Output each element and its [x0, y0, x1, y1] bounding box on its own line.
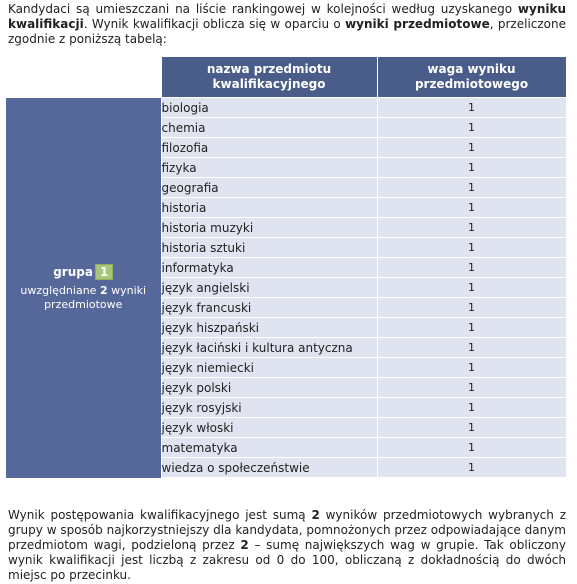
group-cell: [6, 98, 161, 478]
group-desc-2: wyniki przedmiotowe: [44, 283, 147, 311]
group-title: [6, 264, 161, 280]
subject-cell: biologia: [161, 98, 377, 118]
weight-cell: 1: [377, 98, 566, 118]
weight-cell: 1: [377, 298, 566, 318]
intro-text-3: , przeliczone zgodnie z poniższą tabelą:: [8, 17, 567, 46]
weight-cell: 1: [377, 358, 566, 378]
outro-text-2: wyników przedmiotowych wybranych z grupy w sposób najkorzystniejszy dla kandydata, pomnożonych przez odpowiadające danym przedmiotom wagi, podzieloną przez: [8, 508, 566, 552]
subject-cell: matematyka: [161, 438, 377, 458]
group-desc-bold: 2: [99, 283, 108, 297]
subject-cell: historia muzyki: [161, 218, 377, 238]
subject-cell: informatyka: [161, 258, 377, 278]
group-desc-1: uwzględniane: [20, 283, 100, 297]
intro-text-1: Kandydaci są umieszczani na liście rankingowej w kolejności według uzyskanego: [8, 2, 518, 16]
subject-cell: język francuski: [161, 298, 377, 318]
group-label: grupa: [53, 264, 93, 279]
weight-cell: 1: [377, 238, 566, 258]
header-blank-cell: [6, 57, 161, 98]
weight-cell: 1: [377, 398, 566, 418]
weight-cell: 1: [377, 418, 566, 438]
subject-cell: język polski: [161, 378, 377, 398]
intro-text-2: . Wynik kwalifikacji oblicza się w oparciu o: [83, 17, 346, 31]
table-header-row: [6, 57, 566, 98]
weight-cell: 1: [377, 158, 566, 178]
subject-cell: język niemiecki: [161, 358, 377, 378]
weight-cell: 1: [377, 278, 566, 298]
outro-bold-1: 2: [311, 508, 320, 522]
subject-cell: wiedza o społeczeństwie: [161, 458, 377, 478]
weight-cell: 1: [377, 438, 566, 458]
subject-cell: język hiszpański: [161, 318, 377, 338]
weight-cell: 1: [377, 138, 566, 158]
outro-text-3: – sumę największych wag w grupie. Tak obliczony wynik kwalifikacji jest liczbą z zakresu od 0 do 100, obliczaną z dokładnością do dwóch miejsc po przecinku.: [8, 538, 566, 582]
intro-paragraph: [8, 2, 566, 47]
intro-bold-1: wyniku kwalifikacji: [8, 2, 566, 31]
subject-cell: język rosyjski: [161, 398, 377, 418]
outro-text-1: Wynik postępowania kwalifikacyjnego jest sumą: [8, 508, 312, 522]
subject-cell: historia: [161, 198, 377, 218]
subject-cell: filozofia: [161, 138, 377, 158]
weight-cell: 1: [377, 258, 566, 278]
weight-cell: 1: [377, 378, 566, 398]
table-row: [6, 98, 566, 118]
weight-cell: 1: [377, 178, 566, 198]
table-body: [6, 98, 566, 478]
subject-cell: fizyka: [161, 158, 377, 178]
subject-cell: historia sztuki: [161, 238, 377, 258]
weight-cell: 1: [377, 198, 566, 218]
subject-cell: język angielski: [161, 278, 377, 298]
weight-cell: 1: [377, 318, 566, 338]
subject-cell: język włoski: [161, 418, 377, 438]
subject-cell: geografia: [161, 178, 377, 198]
subject-cell: język łaciński i kultura antyczna: [161, 338, 377, 358]
outro-paragraph: [8, 508, 566, 583]
group-number-badge: 1: [95, 264, 113, 280]
subject-cell: chemia: [161, 118, 377, 138]
header-subject: nazwa przedmiotu kwalifikacyjnego: [161, 57, 377, 98]
subjects-table: [6, 56, 567, 478]
group-description: [6, 284, 161, 312]
intro-bold-2: wyniki przedmiotowe: [345, 17, 490, 31]
outro-bold-2: 2: [240, 538, 249, 552]
weight-cell: 1: [377, 458, 566, 478]
weight-cell: 1: [377, 118, 566, 138]
weight-cell: 1: [377, 218, 566, 238]
weight-cell: 1: [377, 338, 566, 358]
header-weight: waga wyniku przedmiotowego: [377, 57, 566, 98]
